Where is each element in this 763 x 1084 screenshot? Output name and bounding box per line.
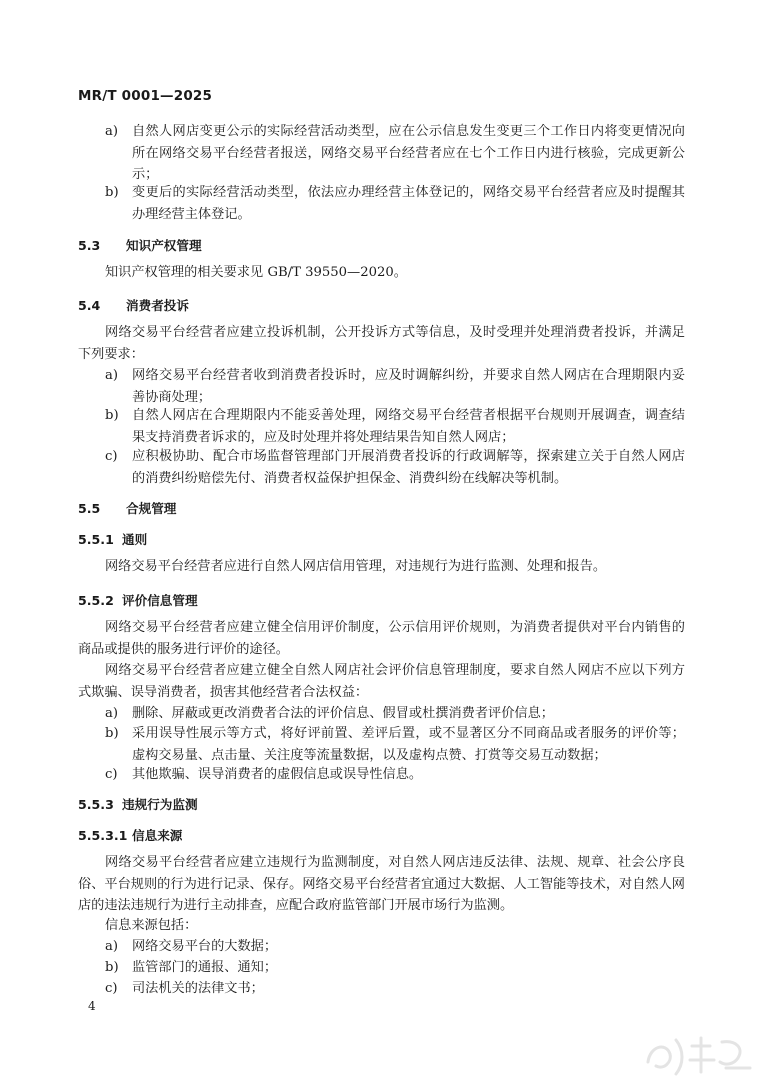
list-item-text: 其他欺骗、误导消费者的虚假信息或误导性信息。 bbox=[132, 767, 423, 782]
section-title: 消费者投诉 bbox=[126, 298, 189, 313]
section-heading-5-5-2 bbox=[78, 591, 198, 611]
list-item-text: 监管部门的通报、通知； bbox=[132, 960, 278, 975]
list-item-text: 采用误导性展示等方式，将好评前置、差评后置，或不显著区分不同商品或者服务的评价等；虚构交易量、点击量、关注度等流量数据，以及虚构点赞、打赏等交易互动数据； bbox=[132, 726, 685, 763]
list-item bbox=[105, 957, 685, 979]
section-heading-5-5-3 bbox=[78, 795, 198, 815]
list-item-text: 自然人网店在合理期限内不能妥善处理，网络交易平台经营者根据平台规则开展调查，调查结果支持消费者诉求的，应及时处理并将处理结果告知自然人网店； bbox=[132, 408, 685, 445]
section-heading-5-5-1 bbox=[78, 530, 147, 550]
paragraph: 网络交易平台经营者应建立健全信用评价制度，公示信用评价规则，为消费者提供对平台内销售的商品或提供的服务进行评价的途径。 bbox=[78, 620, 685, 657]
list-item bbox=[105, 121, 685, 186]
section-number: 5.3 bbox=[78, 238, 101, 253]
section-heading-5-5-3-1 bbox=[78, 826, 182, 846]
list-item-text: 应积极协助、配合市场监督管理部门开展消费者投诉的行政调解等，探索建立关于自然人网店的消费纠纷赔偿先付、消费者权益保护担保金、消费纠纷在线解决等机制。 bbox=[132, 449, 685, 486]
section-title: 信息来源 bbox=[132, 828, 183, 843]
list-item-text: 网络交易平台的大数据； bbox=[132, 939, 278, 954]
list-item bbox=[105, 365, 685, 408]
watermark-logo-icon bbox=[640, 1032, 758, 1080]
list-marker: b) bbox=[105, 408, 119, 423]
list-item bbox=[105, 764, 685, 786]
section-number: 5.5 bbox=[78, 501, 101, 516]
list-marker: a) bbox=[105, 124, 119, 139]
section-heading-5-4 bbox=[78, 296, 189, 316]
paragraph: 网络交易平台经营者应建立健全自然人网店社会评价信息管理制度，要求自然人网店不应以下列方式欺骗、误导消费者，损害其他经营者合法权益： bbox=[78, 663, 685, 700]
section-title: 合规管理 bbox=[126, 501, 177, 516]
list-item bbox=[105, 978, 685, 1000]
list-marker: b) bbox=[105, 726, 119, 741]
list-item bbox=[105, 936, 685, 958]
section-title: 知识产权管理 bbox=[126, 238, 202, 253]
list-marker: a) bbox=[105, 368, 119, 383]
list-marker: c) bbox=[105, 767, 118, 782]
section-title: 通则 bbox=[122, 532, 148, 547]
section-heading-5-3 bbox=[78, 236, 202, 256]
list-item bbox=[105, 446, 685, 489]
list-marker: c) bbox=[105, 981, 118, 996]
list-item bbox=[105, 405, 685, 448]
paragraph: 网络交易平台经营者应建立违规行为监测制度，对自然人网店违反法律、法规、规章、社会公序良俗、平台规则的行为进行记录、保存。网络交易平台经营者宜通过大数据、人工智能等技术，对自然人网店的违法违规行为进行主动排查，应配合政府监管部门开展市场行为监测。 bbox=[78, 855, 685, 914]
list-marker: b) bbox=[105, 185, 119, 200]
list-item bbox=[105, 703, 685, 725]
list-marker: c) bbox=[105, 449, 118, 464]
list-marker: b) bbox=[105, 960, 119, 975]
list-marker: a) bbox=[105, 939, 119, 954]
section-title: 违规行为监测 bbox=[122, 797, 198, 812]
section-number: 5.5.3.1 bbox=[78, 828, 128, 843]
section-heading-5-5 bbox=[78, 499, 176, 519]
list-item-text: 自然人网店变更公示的实际经营活动类型，应在公示信息发生变更三个工作日内将变更情况向所在网络交易平台经营者报送，网络交易平台经营者应在七个工作日内进行核验，完成更新公示； bbox=[132, 124, 685, 183]
section-number: 5.4 bbox=[78, 298, 101, 313]
list-item bbox=[105, 182, 685, 225]
paragraph: 知识产权管理的相关要求见 GB/T 39550—2020。 bbox=[105, 265, 407, 280]
page-number: 4 bbox=[88, 999, 96, 1013]
section-number: 5.5.3 bbox=[78, 797, 114, 812]
list-item-text: 司法机关的法律文书； bbox=[132, 981, 264, 996]
list-marker: a) bbox=[105, 706, 119, 721]
list-item bbox=[105, 723, 685, 766]
list-item-text: 网络交易平台经营者收到消费者投诉时，应及时调解纠纷，并要求自然人网店在合理期限内妥善协商处理； bbox=[132, 368, 685, 405]
list-item-text: 变更后的实际经营活动类型，依法应办理经营主体登记的，网络交易平台经营者应及时提醒其办理经营主体登记。 bbox=[132, 185, 685, 222]
document-code: MR/T 0001—2025 bbox=[78, 88, 213, 104]
section-number: 5.5.1 bbox=[78, 532, 114, 547]
section-number: 5.5.2 bbox=[78, 593, 114, 608]
paragraph: 网络交易平台经营者应进行自然人网店信用管理，对违规行为进行监测、处理和报告。 bbox=[105, 559, 607, 574]
paragraph: 信息来源包括： bbox=[105, 918, 198, 933]
paragraph: 网络交易平台经营者应建立投诉机制，公开投诉方式等信息，及时受理并处理消费者投诉，并满足下列要求： bbox=[78, 325, 685, 362]
section-title: 评价信息管理 bbox=[122, 593, 198, 608]
list-item-text: 删除、屏蔽或更改消费者合法的评价信息、假冒或杜撰消费者评价信息； bbox=[132, 706, 554, 721]
